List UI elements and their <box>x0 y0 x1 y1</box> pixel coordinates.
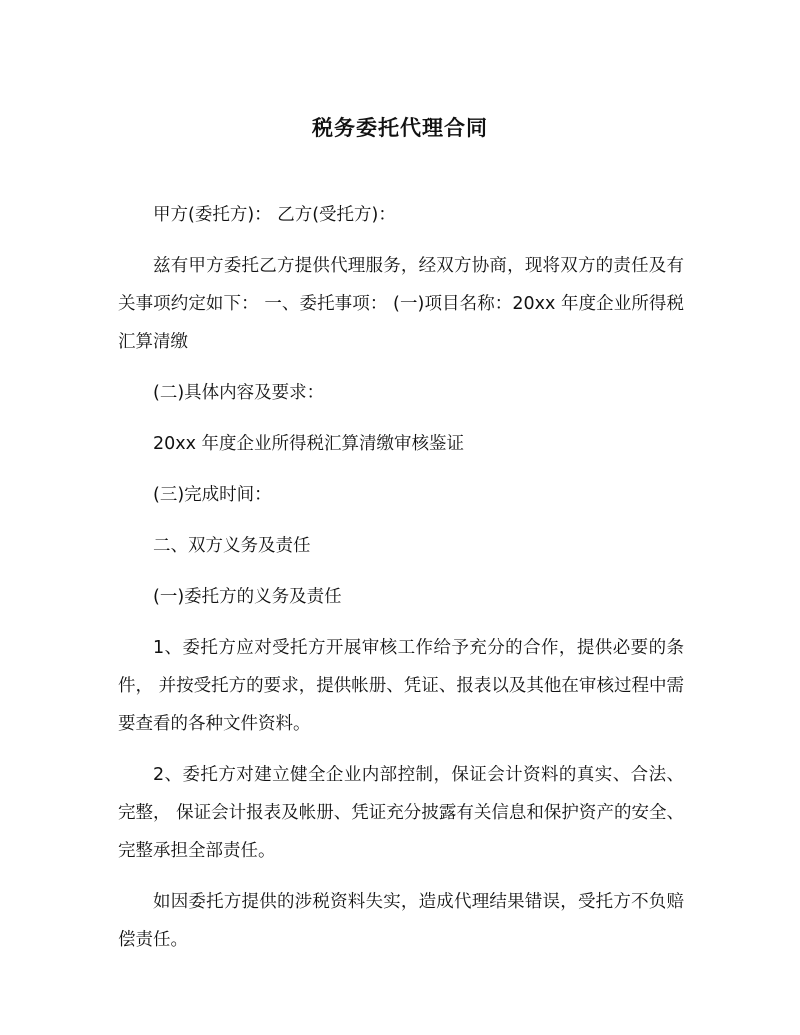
document-title: 税务委托代理合同 <box>312 116 488 140</box>
clause-liability: 如因委托方提供的涉税资料失实，造成代理结果错误，受托方不负赔偿责任。 <box>118 892 684 950</box>
paragraph-content-heading: (二)具体内容及要求： <box>153 383 325 403</box>
subsection-heading-client-obligations: (一)委托方的义务及责任 <box>153 587 342 607</box>
clause-2: 2、委托方对建立健全企业内部控制，保证会计资料的真实、合法、完整， 保证会计报表及帐册、凭证充分披露有关信息和保护资产的安全、完整承担全部责任。 <box>118 765 684 861</box>
document-body <box>118 196 684 972</box>
paragraph-content-detail: 20xx 年度企业所得税汇算清缴审核鉴证 <box>153 434 465 454</box>
clause-1: 1、委托方应对受托方开展审核工作给予充分的合作，提供必要的条件， 并按受托方的要求，提供帐册、凭证、报表以及其他在审核过程中需要查看的各种文件资料。 <box>118 638 684 734</box>
section-heading-obligations: 二、双方义务及责任 <box>153 536 311 556</box>
paragraph-intro-and-item-name: 兹有甲方委托乙方提供代理服务，经双方协商，现将双方的责任及有关事项约定如下： 一、委托事项： (一)项目名称：20xx 年度企业所得税汇算清缴 <box>118 256 684 352</box>
paragraph-completion-time: (三)完成时间： <box>153 485 272 505</box>
paragraph-parties: 甲方(委托方)： 乙方(受托方)： <box>153 205 396 225</box>
